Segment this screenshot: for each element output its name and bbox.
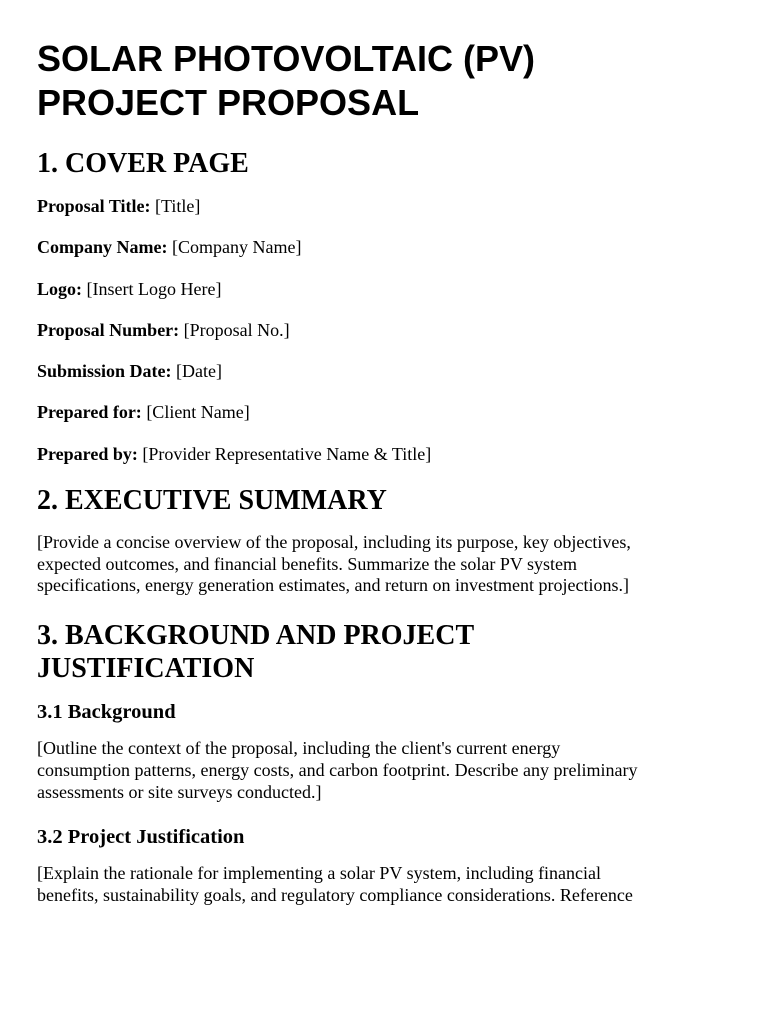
field-value: [Company Name] bbox=[172, 237, 302, 258]
background-subheading: 3.1 Background bbox=[37, 701, 176, 724]
field-label: Company Name: bbox=[37, 237, 168, 258]
executive-summary-text bbox=[37, 532, 733, 597]
paragraph-line: assessments or site surveys conducted.] bbox=[37, 781, 322, 802]
field-value: [Provider Representative Name & Title] bbox=[142, 443, 432, 464]
logo-field bbox=[37, 278, 733, 300]
background-justification-heading bbox=[37, 619, 733, 685]
proposal-number-field bbox=[37, 319, 733, 341]
field-label: Proposal Number: bbox=[37, 319, 180, 340]
paragraph-line: [Outline the context of the proposal, including the client's current energy bbox=[37, 738, 561, 759]
heading-line: 3. BACKGROUND AND PROJECT bbox=[37, 620, 475, 652]
paragraph-line: benefits, sustainability goals, and regulatory compliance considerations. Reference bbox=[37, 885, 633, 905]
paragraph-line: expected outcomes, and financial benefits. Summarize the solar PV system bbox=[37, 553, 578, 574]
proposal-title-field bbox=[37, 195, 733, 217]
paragraph-line: [Provide a concise overview of the proposal, including its purpose, key objectives, bbox=[37, 532, 631, 553]
executive-summary-section bbox=[37, 484, 733, 597]
submission-date-field bbox=[37, 360, 733, 382]
field-value: [Client Name] bbox=[146, 402, 250, 423]
document-title bbox=[37, 37, 733, 125]
field-label: Prepared for: bbox=[37, 402, 142, 423]
paragraph-line: consumption patterns, energy costs, and carbon footprint. Describe any preliminary bbox=[37, 759, 638, 780]
field-value: [Proposal No.] bbox=[183, 319, 290, 340]
cover-page-section bbox=[37, 147, 733, 465]
document-title-line: PROJECT PROPOSAL bbox=[37, 82, 420, 123]
paragraph-line: specifications, energy generation estimates, and return on investment projections.] bbox=[37, 575, 629, 596]
prepared-for-field bbox=[37, 401, 733, 423]
field-label: Logo: bbox=[37, 278, 82, 299]
cover-page-heading: 1. COVER PAGE bbox=[37, 148, 249, 179]
field-value: [Title] bbox=[155, 196, 201, 216]
executive-summary-heading: 2. EXECUTIVE SUMMARY bbox=[37, 485, 387, 517]
background-text bbox=[37, 738, 733, 803]
paragraph-line: [Explain the rationale for implementing a solar PV system, including financial bbox=[37, 863, 602, 884]
field-label: Prepared by: bbox=[37, 443, 138, 464]
field-label: Proposal Title: bbox=[37, 196, 151, 216]
project-justification-subheading: 3.2 Project Justification bbox=[37, 826, 245, 849]
field-value: [Date] bbox=[176, 361, 222, 382]
field-label: Submission Date: bbox=[37, 361, 172, 382]
document-title-line: SOLAR PHOTOVOLTAIC (PV) bbox=[37, 38, 536, 79]
company-name-field bbox=[37, 236, 733, 258]
heading-line: JUSTIFICATION bbox=[37, 653, 255, 685]
field-value: [Insert Logo Here] bbox=[86, 278, 222, 299]
project-justification-text bbox=[37, 863, 733, 906]
prepared-by-field bbox=[37, 443, 733, 465]
background-justification-section bbox=[37, 619, 733, 907]
